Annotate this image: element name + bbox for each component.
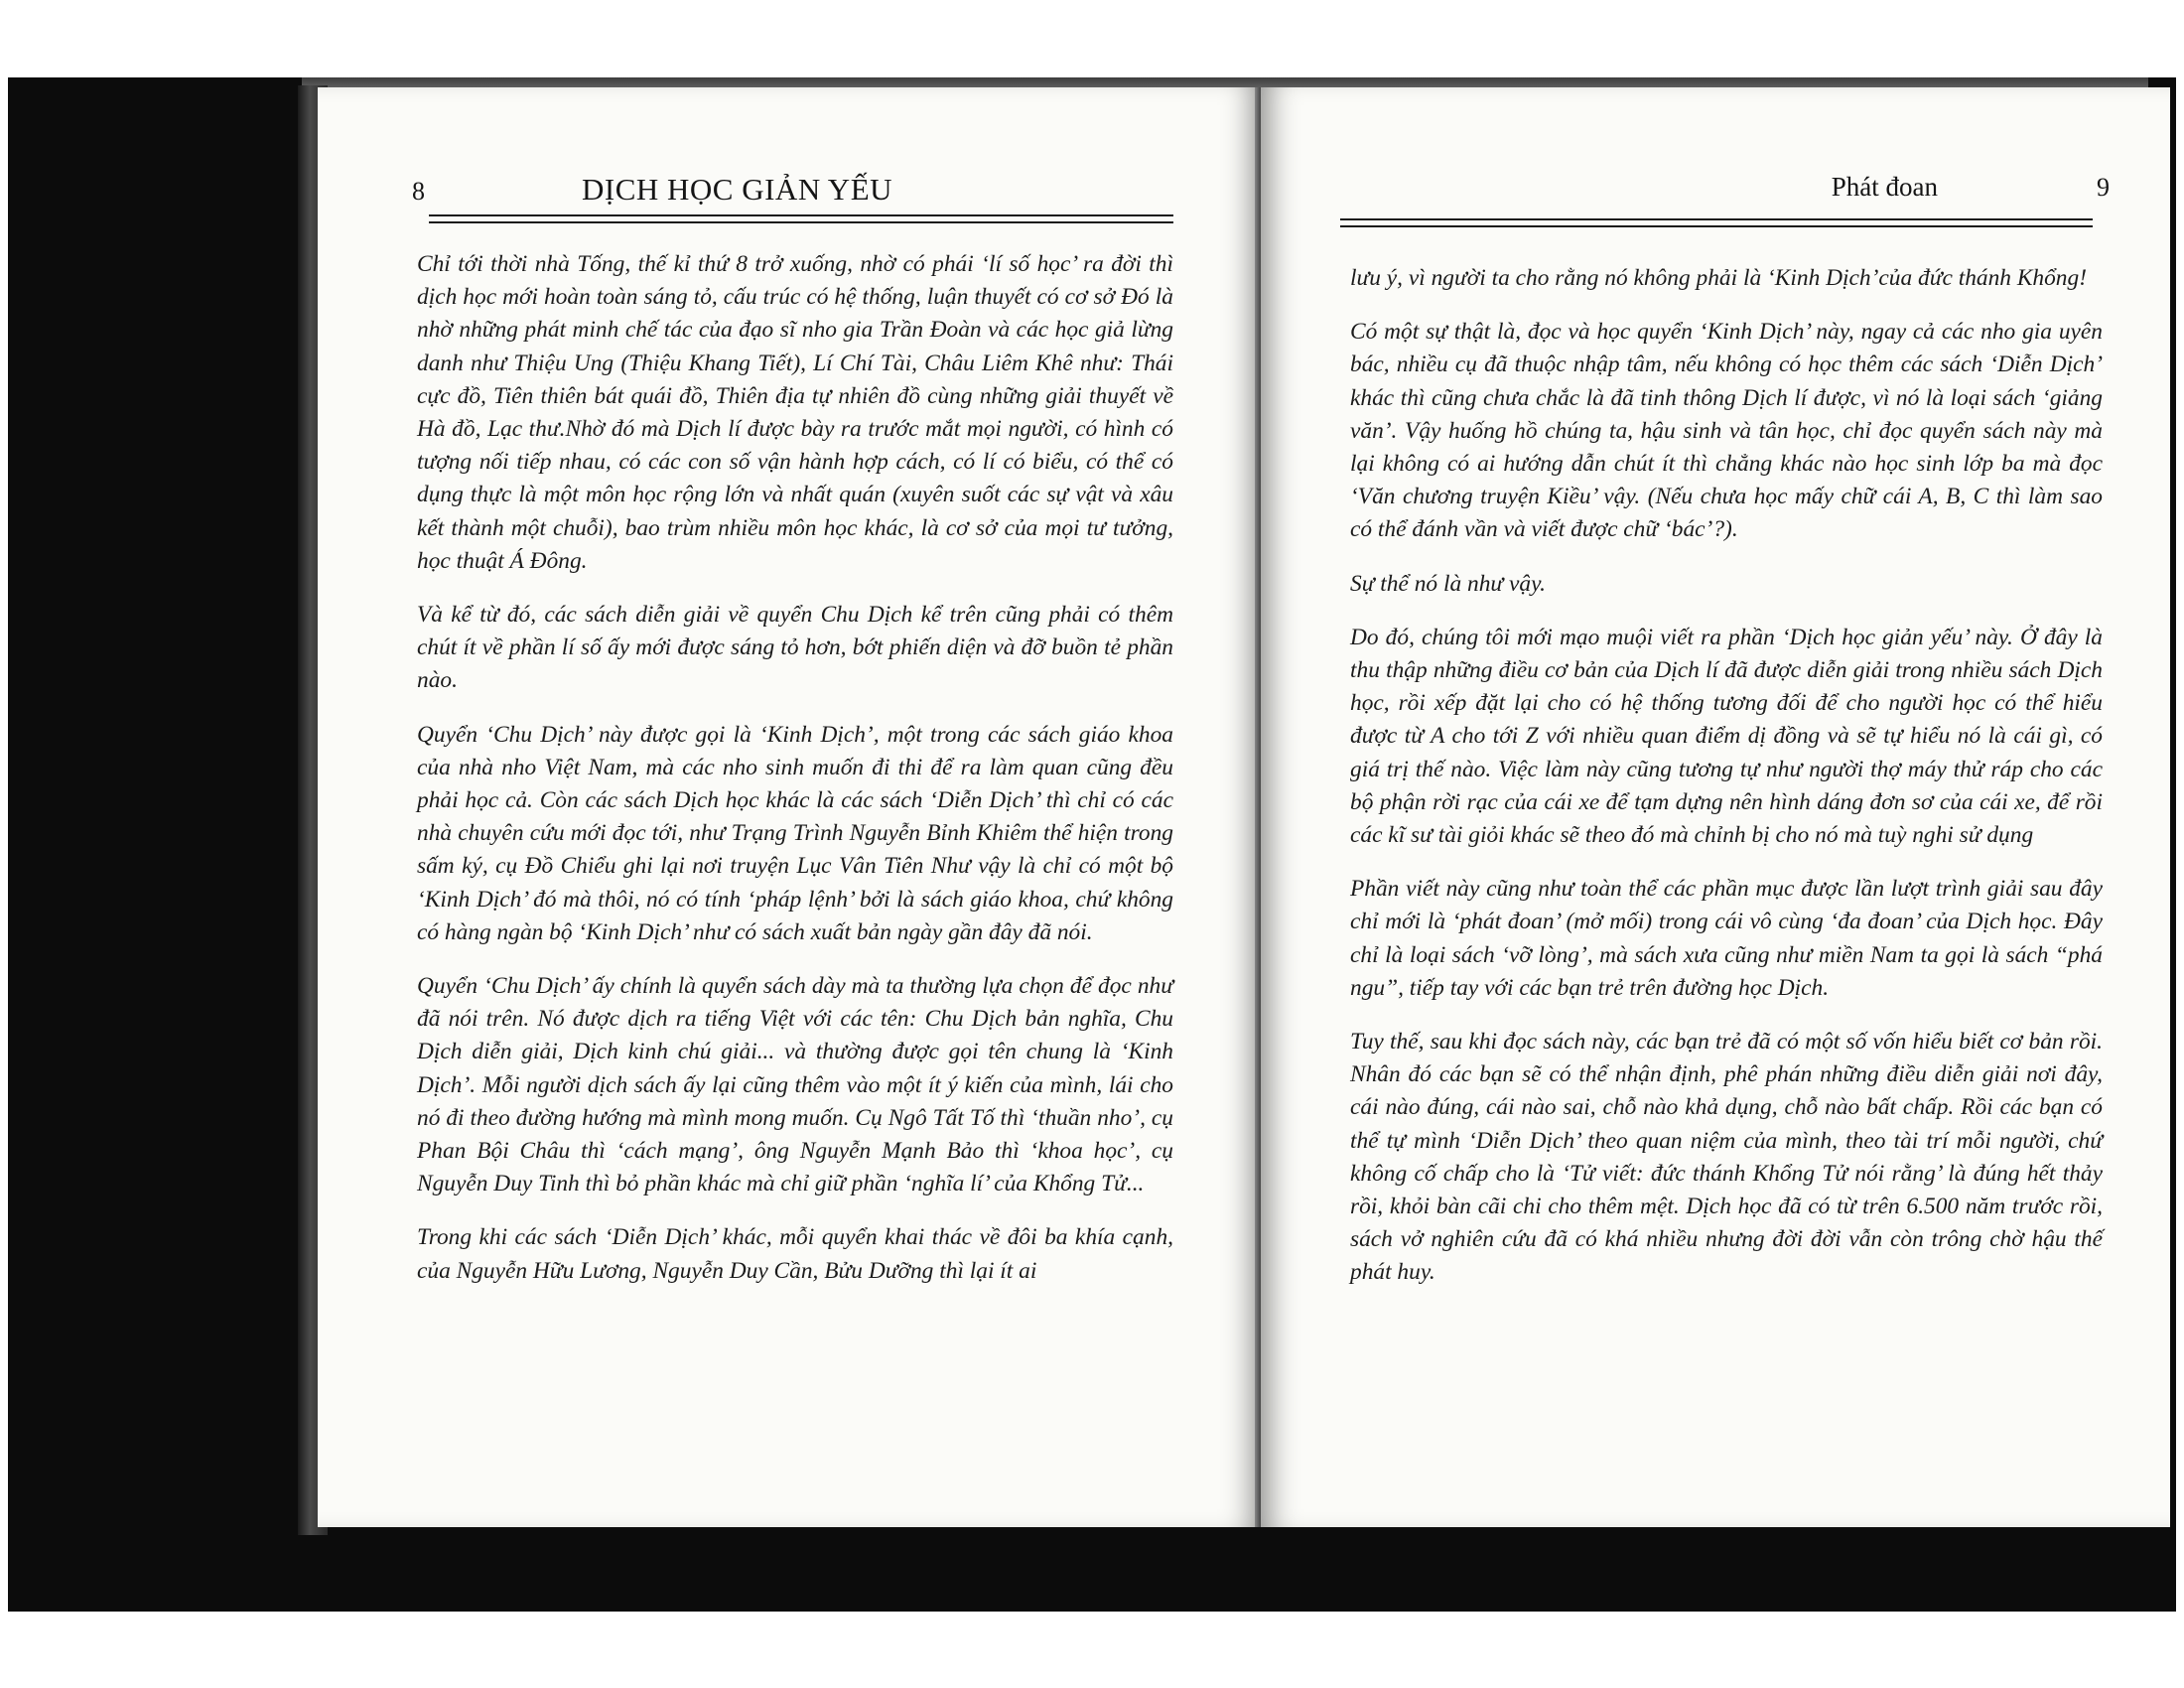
right-page-body — [1350, 262, 2103, 1311]
left-running-title: DỊCH HỌC GIẢN YẾU — [582, 172, 893, 207]
scanned-book-spread — [8, 77, 2176, 1612]
left-paragraph: Quyển ‘Chu Dịch’ này được gọi là ‘Kinh Dịch’, một trong các sách giáo khoa của nhà nho Việt Nam, mà các nho sinh muốn đi thi để ra làm quan cũng đều phải học cả. Còn các sách Dịch học khác là các sách ‘Diễn Dịch’ thì chỉ có các nhà chuyên cứu mới đọc tới, như Trạng Trình Nguyễn Bỉnh Khiêm thể hiện trong sấm ký, cụ Đồ Chiểu ghi lại nơi truyện Lục Vân Tiên Như vậy là chỉ có một bộ ‘Kinh Dịch’ đó mà thôi, nó có tính ‘pháp lệnh’ bởi là sách giáo khoa, chứ không có hàng ngàn bộ ‘Kinh Dịch’ như có sách xuất bản ngày gần đây đã nói. — [417, 721, 1173, 945]
right-paragraph: Tuy thế, sau khi đọc sách này, các bạn trẻ đã có một số vốn hiểu biết cơ bản rồi. Nhân đó các bạn sẽ có thể nhận định, phê phán những điều diễn giải nơi đây, cái nào đúng, cái nào sai, chỗ nào khả dụng, chỗ nào bất chấp. Rồi các bạn có thể tự mình ‘Diễn Dịch’ theo quan niệm của mình, theo tài trí mỗi người, chứ không cố chấp cho là ‘Tử viết: đức thánh Khổng Tử nói rằng’ là đúng hết thảy rồi, khỏi bàn cãi chi cho thêm mệt. Dịch học đã có từ trên 6.500 năm trước rồi, sách vở nghiên cứu đã có khá nhiều nhưng đời đời vẫn còn trông chờ hậu thế phát huy. — [1350, 1029, 2103, 1286]
right-running-title: Phát đoan — [1831, 172, 1938, 202]
right-paragraph: lưu ý, vì người ta cho rằng nó không phải là ‘Kinh Dịch’của đức thánh Khổng! — [1350, 265, 2087, 291]
right-paragraph: Phần viết này cũng như toàn thể các phần mục được lần lượt trình giải sau đây chỉ mới là ‘phát đoan’ (mở mối) trong cái vô cùng ‘đa đoan’ của Dịch học. Đây chỉ là loại sách ‘vỡ lòng’, mà sách xưa cũng như miền Nam ta gọi là sách “phá ngu”, tiếp tay với các bạn trẻ trên đường học Dịch. — [1350, 876, 2103, 1001]
left-page-body — [417, 248, 1173, 1309]
right-header-rule — [1340, 218, 2093, 227]
right-page — [1261, 87, 2170, 1527]
right-paragraph: Do đó, chúng tôi mới mạo muội viết ra phần ‘Dịch học giản yếu’ này. Ở đây là thu thập những điều cơ bản của Dịch lí đã được diễn giải trong nhiều sách Dịch học, rồi xếp đặt lại cho có hệ thống tương đối để cho người học có thể hiểu được từ A cho tới Z với nhiều quan điểm dị đồng và sẽ tự hiểu nó là cái gì, có giá trị thế nào. Việc làm này cũng tương tự như người thợ máy thử ráp cho các bộ phận rời rạc của cái xe để tạm dựng nên hình dáng đơn sơ của cái xe, để rồi các kĩ sư tài giỏi khác sẽ theo đó mà chỉnh bị cho nó mà tuỳ nghi sử dụng — [1350, 624, 2103, 849]
left-paragraph: Chỉ tới thời nhà Tống, thế kỉ thứ 8 trở xuống, nhờ có phái ‘lí số học’ ra đời thì dịch học mới hoàn toàn sáng tỏ, cấu trúc có hệ thống, luận thuyết có cơ sở Đó là nhờ những phát minh chế tác của đạo sĩ nho gia Trần Đoàn và các học giả lừng danh như Thiệu Ung (Thiệu Khang Tiết), Lí Chí Tài, Châu Liêm Khê như: Thái cực đồ, Tiên thiên bát quái đồ, Thiên địa tự nhiên đồ cùng những giải thuyết về Hà đồ, Lạc thư.Nhờ đó mà Dịch lí được bày ra trước mắt mọi người, có hình có tượng nối tiếp nhau, có các con số vận hành hợp cách, có lí có biểu, có thể có dụng thực là một môn học rộng lớn và nhất quán (xuyên suốt các sự vật và xâu kết thành một chuỗi), bao trùm nhiều môn học khác, là cơ sở của mọi tư tưởng, học thuật Á Đông. — [417, 251, 1173, 574]
right-paragraph: Sự thể nó là như vậy. — [1350, 570, 1547, 597]
right-page-header — [1355, 172, 2110, 221]
left-paragraph: Quyển ‘Chu Dịch’ ấy chính là quyển sách dày mà ta thường lựa chọn để đọc như đã nói trên. Nó được dịch ra tiếng Việt với các tên: Chu Dịch bản nghĩa, Chu Dịch diễn giải, Dịch kinh chú giải... và thường được gọi tên chung là ‘Kinh Dịch’. Mỗi người dịch sách ấy lại cũng thêm vào một ít ý kiến của mình, lái cho nó đi theo đường hướng mà mình mong muốn. Cụ Ngô Tất Tố thì ‘thuần nho’, cụ Phan Bội Châu thì ‘cách mạng’, ông Nguyễn Mạnh Bảo thì ‘khoa học’, cụ Nguyễn Duy Tinh thì bỏ phần khác mà chỉ giữ phần ‘nghĩa lí’ của Khổng Tử... — [417, 973, 1173, 1197]
left-page-number: 8 — [412, 177, 425, 206]
right-page-number: 9 — [2097, 173, 2110, 202]
left-header-rule — [429, 214, 1173, 223]
left-page — [318, 87, 1261, 1527]
left-paragraph: Và kể từ đó, các sách diễn giải về quyển Chu Dịch kể trên cũng phải có thêm chút ít về phần lí số ấy mới được sáng tỏ hơn, bớt phiến diện và đỡ buồn tẻ phần nào. — [417, 602, 1173, 694]
left-paragraph: Trong khi các sách ‘Diễn Dịch’ khác, mỗi quyển khai thác về đôi ba khía cạnh, của Nguyễn Hữu Lương, Nguyễn Duy Cần, Bửu Dưỡng thì lại ít ai — [417, 1224, 1173, 1284]
right-paragraph: Có một sự thật là, đọc và học quyển ‘Kinh Dịch’ này, ngay cả các nho gia uyên bác, nhiều cụ đã thuộc nhập tâm, nếu không có học thêm các sách ‘Diễn Dịch’ khác thì cũng chưa chắc là đã tinh thông Dịch lí được, vì nó là loại sách ‘giảng văn’. Vậy huống hồ chúng ta, hậu sinh và tân học, chỉ đọc quyển sách này mà lại không có ai hướng dẫn chút ít thì chẳng khác nào học sinh lớp ba mà đọc ‘Văn chương truyện Kiều’ vậy. (Nếu chưa học mấy chữ cái A, B, C thì làm sao có thể đánh vần và viết được chữ ‘bác’?). — [1350, 319, 2103, 543]
